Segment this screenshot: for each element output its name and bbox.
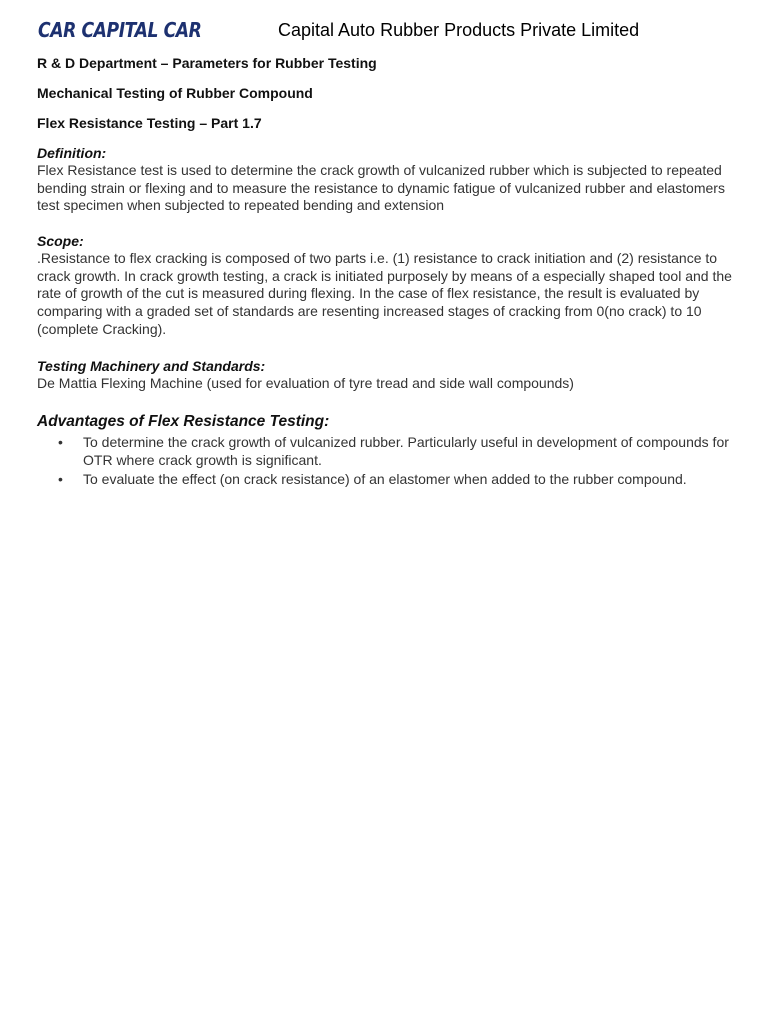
machinery-paragraph: De Mattia Flexing Machine (used for evaluation of tyre tread and side wall compounds) [37, 375, 574, 391]
scope-paragraph: .Resistance to flex cracking is composed of two parts i.e. (1) resistance to crack initiation and (2) resistance to crack growth. In crack growth testing, a crack is initiated purposely by means of a especially shaped tool and the rate of growth of the cut is measured during flexing. In the case of flex resistance, the result is evaluated by comparing with a graded set of standards are resenting increased stages of cracking from 0(no crack) to 10 (complete Cracking). [37, 250, 732, 337]
scope-heading: Scope: [37, 233, 84, 249]
definition-heading: Definition: [37, 145, 107, 161]
bullet-icon: • [58, 434, 63, 450]
advantages-heading: Advantages of Flex Resistance Testing: [37, 413, 330, 430]
page-header [36, 16, 736, 46]
company-name: Capital Auto Rubber Products Private Limited [278, 20, 640, 40]
department-line: R & D Department – Parameters for Rubber Testing [37, 55, 377, 71]
list-item-text: To evaluate the effect (on crack resistance) of an elastomer when added to the rubber compound. [83, 471, 687, 487]
definition-paragraph: Flex Resistance test is used to determine the crack growth of vulcanized rubber which is subjected to repeated bending strain or flexing and to measure the resistance to dynamic fatigue of vulcanized rubber and elastomers test specimen when subjected to repeated bending and extension [37, 162, 725, 214]
part-line: Flex Resistance Testing – Part 1.7 [37, 115, 262, 131]
list-item [37, 470, 733, 488]
subject-line: Mechanical Testing of Rubber Compound [37, 85, 313, 101]
machinery-heading: Testing Machinery and Standards: [37, 358, 266, 374]
bullet-icon: • [58, 471, 63, 487]
company-logo: CAR CAPITAL CAR [38, 18, 202, 42]
list-item [37, 433, 733, 469]
advantages-list [37, 433, 733, 489]
list-item-text: To determine the crack growth of vulcanized rubber. Particularly useful in development of compounds for OTR where crack growth is significant. [83, 434, 729, 468]
